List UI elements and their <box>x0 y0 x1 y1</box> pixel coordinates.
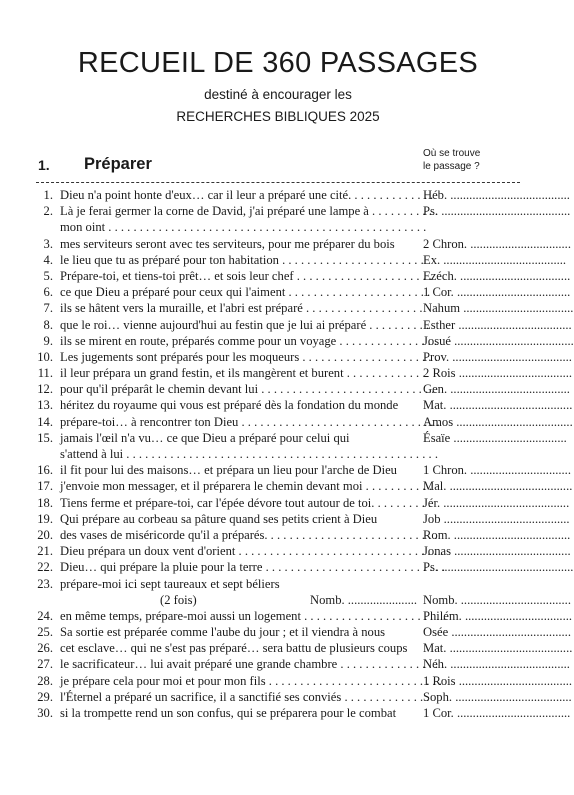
book-answer-field: Ezéch. ................................... <box>423 268 571 283</box>
passage-row <box>0 414 573 430</box>
passage-row <box>0 252 567 268</box>
passage-row <box>0 203 571 235</box>
passage-row <box>0 300 574 316</box>
passage-text: jamais l'œil n'a vu… ce que Dieu a préparé pour celui qui <box>60 430 350 445</box>
passage-text: ce que Dieu a préparé pour ceux qui l'aiment . . . . . . . . . . . . . . . . . . . . . . . <box>60 285 431 300</box>
book-answer-field: Job ........................................ <box>423 511 570 526</box>
book-answer-field: Ps. ......................................... <box>423 204 571 219</box>
passage-number: 22. <box>37 560 53 575</box>
book-answer-field: Rom. ..................................... <box>423 527 571 542</box>
passage-text: Là je ferai germer la corne de David, j'ai préparé une lampe à . . . . . . . . . . . <box>60 204 439 219</box>
passage-number: 6. <box>43 285 53 300</box>
section-title: Préparer <box>84 155 152 173</box>
passage-text: Prépare-toi, et tiens-toi prêt… et sois leur chef . . . . . . . . . . . . . . . . . . . . . . <box>60 268 433 283</box>
passage-text: mes serviteurs seront avec tes serviteurs, pour me préparer du bois <box>60 236 395 251</box>
passage-row <box>0 333 574 349</box>
passage-inline-answer: Nomb. ...................... <box>310 592 418 607</box>
passage-text: Les jugements sont préparés pour les moqueurs . . . . . . . . . . . . . . . . . . . . . . <box>60 349 438 364</box>
passage-row <box>0 381 570 397</box>
book-answer-field: Jér. ........................................ <box>423 495 570 510</box>
passage-row <box>0 365 573 381</box>
passage-number: 24. <box>37 608 53 623</box>
book-answer-field: Josué ...................................... <box>423 333 574 348</box>
book-answer-field: Esther .................................... <box>423 317 572 332</box>
passage-number: 7. <box>43 301 53 316</box>
passage-row <box>0 430 567 462</box>
page-subtitle: destiné à encourager les <box>204 87 352 102</box>
passage-text: ils se hâtent vers la muraille, et l'abri est préparé . . . . . . . . . . . . . . . . . . . <box>60 301 423 316</box>
passage-row <box>0 576 571 608</box>
passage-row <box>0 349 572 365</box>
passage-text: le lieu que tu as préparé pour ton habitation . . . . . . . . . . . . . . . . . . . . . . . <box>60 252 424 267</box>
passage-number: 20. <box>37 527 53 542</box>
passage-text: j'envoie mon messager, et il préparera le chemin devant moi . . . . . . . . . . . <box>60 479 432 494</box>
passage-number: 30. <box>37 706 53 721</box>
book-answer-field: Mat. ....................................... <box>423 641 573 656</box>
book-answer-field: Héb. ...................................... <box>423 188 570 202</box>
passage-number: 16. <box>37 463 53 478</box>
passage-number: 23. <box>37 576 53 591</box>
book-answer-field: Mal. ....................................... <box>423 479 573 494</box>
passage-number: 13. <box>37 398 53 413</box>
passage-text: prépare-toi… à rencontrer ton Dieu . . . . . . . . . . . . . . . . . . . . . . . . . . . . . . . . <box>60 414 440 429</box>
passage-text: si la trompette rend un son confus, qui se préparera pour le combat <box>60 706 397 721</box>
passage-row <box>0 527 571 543</box>
passage-row <box>0 236 571 252</box>
passage-row <box>0 559 574 575</box>
passage-row <box>0 397 573 413</box>
passage-text: Dieu prépara un doux vent d'orient . . . . . . . . . . . . . . . . . . . . . . . . . . . . . . . . . <box>60 544 444 559</box>
passage-text: cet esclave… qui ne s'est pas préparé… sera battu de plusieurs coups <box>60 641 408 656</box>
passage-number: 29. <box>37 689 53 704</box>
book-answer-field: Soph. ..................................... <box>423 689 572 704</box>
passage-row <box>0 640 573 656</box>
passage-text: prépare-moi ici sept taureaux et sept béliers <box>60 576 280 591</box>
passage-text: je prépare cela pour moi et pour mon fils . . . . . . . . . . . . . . . . . . . . . . . . . . . . <box>60 673 442 688</box>
page-title: RECUEIL DE 360 PASSAGES <box>77 47 479 79</box>
passage-row <box>0 317 572 333</box>
passage-number: 5. <box>43 268 53 283</box>
passage-text: Qui prépare au corbeau sa pâture quand ses petits crient à Dieu <box>60 511 378 526</box>
passage-number: 17. <box>37 479 53 494</box>
book-answer-field: 1 Chron. ................................ <box>423 463 571 478</box>
passage-number: 4. <box>43 252 53 267</box>
book-answer-field: 1 Cor. .................................... <box>423 706 571 721</box>
passage-number: 1. <box>43 188 53 202</box>
passage-text: Tiens ferme et prépare-toi, car l'épée dévore tout autour de toi. . . . . . . . . . <box>60 495 432 510</box>
passage-number: 26. <box>37 641 53 656</box>
passage-number: 27. <box>37 657 53 672</box>
passage-text: Dieu… qui prépare la pluie pour la terre . . . . . . . . . . . . . . . . . . . . . . . . . . . . . <box>60 560 446 575</box>
column-header <box>423 147 480 173</box>
book-answer-field: Gen. ...................................... <box>423 382 570 397</box>
passage-text-continued: s'attend à lui . . . . . . . . . . . . . . . . . . . . . . . . . . . . . . . . . . . . . . . . . . . . . . . . . . <box>60 447 438 462</box>
passage-number: 21. <box>37 544 53 559</box>
passage-number: 19. <box>37 511 53 526</box>
passage-number: 9. <box>43 333 53 348</box>
book-answer-field: Osée ...................................... <box>423 625 571 640</box>
passage-text: des vases de miséricorde qu'il a préparés. . . . . . . . . . . . . . . . . . . . . . . . . . . . <box>60 527 438 542</box>
passage-row <box>0 705 571 721</box>
passage-number: 15. <box>37 430 53 445</box>
passage-row <box>0 478 573 494</box>
passage-number: 3. <box>43 236 53 251</box>
dashed-divider <box>36 182 520 183</box>
passage-text: pour qu'il préparât le chemin devant lui . . . . . . . . . . . . . . . . . . . . . . . . . . . . <box>60 382 435 397</box>
passage-row <box>0 689 572 705</box>
passage-text: que le roi… vienne aujourd'hui au festin que je lui ai préparé . . . . . . . . . . <box>60 317 430 332</box>
book-answer-field: Mat. ....................................... <box>423 398 573 413</box>
passage-row <box>0 495 570 511</box>
passage-text: Dieu n'a point honte d'eux… car il leur a préparé une cité. . . . . . . . . . . . . . <box>60 188 434 202</box>
passage-number: 10. <box>37 349 53 364</box>
passage-text: Sa sortie est préparée comme l'aube du jour ; et il viendra à nous <box>60 625 386 640</box>
book-answer-field: Nomb. ................................... <box>423 592 571 607</box>
passage-row <box>0 608 573 624</box>
passage-text: il fit pour lui des maisons… et prépara un lieu pour l'arche de Dieu <box>60 463 397 478</box>
book-answer-field: Prov. ...................................... <box>423 349 572 364</box>
passage-number: 14. <box>37 414 53 429</box>
passage-row <box>0 543 571 559</box>
book-answer-field: 1 Cor. .................................... <box>423 285 571 300</box>
passage-note: (2 fois) <box>160 592 197 607</box>
page-subtitle-2: RECHERCHES BIBLIQUES 2025 <box>176 109 380 124</box>
passage-text: ils se mirent en route, préparés comme pour un voyage . . . . . . . . . . . . . . . . <box>60 333 438 348</box>
passage-number: 28. <box>37 673 53 688</box>
book-answer-field: Ps. .......................................... <box>423 560 574 575</box>
passage-text: le sacrificateur… lui avait préparé une grande chambre . . . . . . . . . . . . . . . . . <box>60 657 445 672</box>
book-answer-field: Ésaïe .................................... <box>423 430 567 445</box>
book-answer-field: 2 Chron. ................................ <box>423 236 571 251</box>
passage-list <box>0 187 574 721</box>
passage-text: l'Éternel a préparé un sacrifice, il a sanctifié ses conviés . . . . . . . . . . . . . . <box>60 689 430 704</box>
book-answer-field: Néh. ...................................... <box>423 657 570 672</box>
book-answer-field: Jonas ..................................... <box>423 544 571 559</box>
section-number: 1. <box>38 157 50 173</box>
passage-number: 2. <box>43 204 53 219</box>
passage-row <box>0 187 570 203</box>
passage-row <box>0 268 571 284</box>
passage-number: 12. <box>37 382 53 397</box>
passage-number: 18. <box>37 495 53 510</box>
book-answer-field: Nahum ................................... <box>423 301 574 316</box>
passage-row <box>0 284 571 300</box>
book-answer-field: Ex. ....................................... <box>423 252 567 267</box>
column-header-line1: Où se trouve <box>423 148 481 159</box>
passage-number: 8. <box>43 317 53 332</box>
passage-row <box>0 462 571 478</box>
book-answer-field: 2 Rois .................................... <box>423 366 573 381</box>
book-answer-field: 1 Rois .................................... <box>423 673 573 688</box>
passage-number: 25. <box>37 625 53 640</box>
passage-row <box>0 673 573 689</box>
passage-text-continued: mon oint . . . . . . . . . . . . . . . . . . . . . . . . . . . . . . . . . . . . . . . . . . . . . . . . . . . <box>60 220 427 235</box>
passage-row <box>0 624 571 640</box>
passage-number: 11. <box>37 366 53 381</box>
column-header-line2: le passage ? <box>423 161 480 172</box>
passage-text: héritez du royaume qui vous est préparé dès la fondation du monde <box>60 398 399 413</box>
passage-row <box>0 511 570 527</box>
passage-text: il leur prépara un grand festin, et ils mangèrent et burent . . . . . . . . . . . . . <box>60 366 426 381</box>
passage-text: en même temps, prépare-moi aussi un logement . . . . . . . . . . . . . . . . . . . . . . . <box>60 608 446 623</box>
book-answer-field: Amos ..................................... <box>423 414 573 429</box>
passage-row <box>0 656 570 672</box>
book-answer-field: Philém. .................................. <box>423 608 573 623</box>
